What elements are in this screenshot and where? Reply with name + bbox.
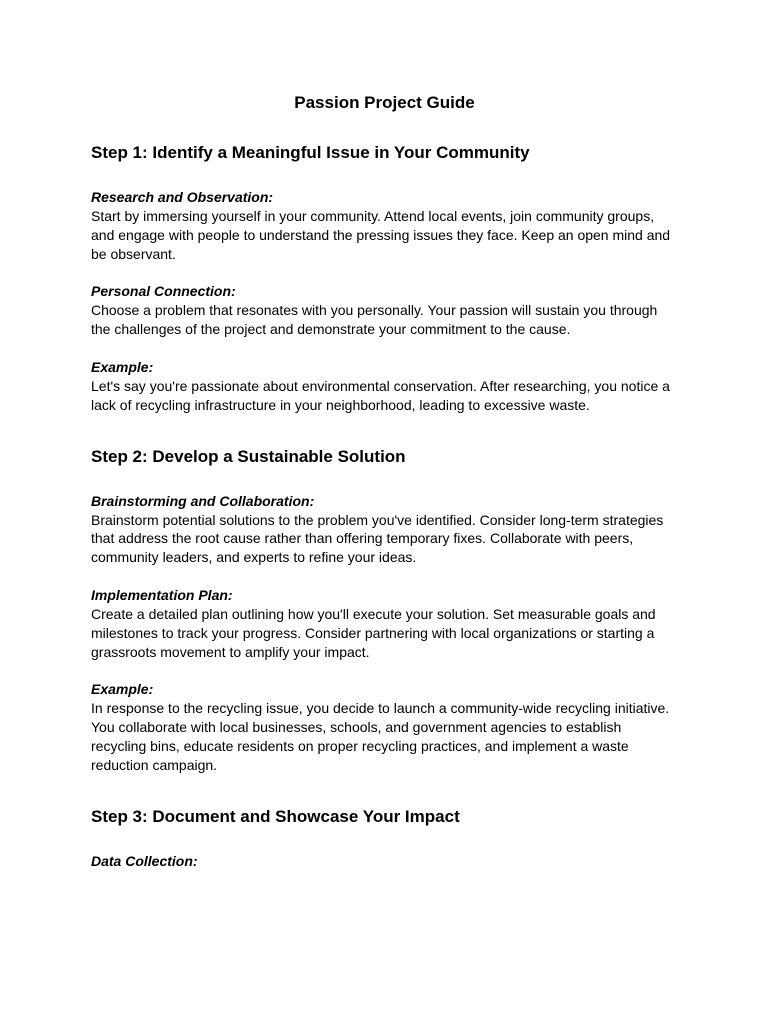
step-heading: Step 3: Document and Showcase Your Impact [91, 806, 460, 826]
section-brainstorming-collaboration [91, 492, 678, 567]
section-body: Choose a problem that resonates with you personally. Your passion will sustain you through the challenges of the project and demonstrate your commitment to the cause. [91, 302, 658, 338]
section-implementation-plan [91, 586, 678, 661]
section-body: Start by immersing yourself in your community. Attend local events, join community groups, and engage with people to understand the pressing issues they face. Keep an open mind and be observant. [91, 208, 671, 262]
section-label: Brainstorming and Collaboration: [91, 492, 315, 509]
section-research-observation [91, 188, 678, 263]
step-heading: Step 2: Develop a Sustainable Solution [91, 446, 406, 466]
section-label: Example: [91, 358, 154, 375]
section-body: Create a detailed plan outlining how you'll execute your solution. Set measurable goals and milestones to track your progress. Consider partnering with local organizations or starting a grassroots movement to amplify your impact. [91, 605, 656, 660]
step-heading: Step 1: Identify a Meaningful Issue in Your Community [91, 143, 530, 162]
section-label: Example: [91, 681, 154, 698]
step-1 [91, 142, 678, 415]
section-example [91, 680, 678, 774]
section-example [91, 358, 678, 415]
section-data-collection [91, 852, 678, 871]
section-label: Implementation Plan: [91, 586, 233, 603]
section-body: In response to the recycling issue, you decide to launch a community-wide recycling initiative. You collaborate with local businesses, schools, and government agencies to establish recycling bins, educate residents on proper recycling practices, and implement a waste reduction campaign. [91, 700, 670, 773]
section-body: Brainstorm potential solutions to the problem you've identified. Consider long-term strategies that address the root cause rather than offering temporary fixes. Collaborate with peers, community leaders, and experts to refine your ideas. [91, 511, 664, 566]
document-title: Passion Project Guide [294, 93, 475, 112]
step-2 [91, 446, 678, 775]
section-body: Let's say you're passionate about environmental conservation. After researching, you notice a lack of recycling infrastructure in your neighborhood, leading to excessive waste. [91, 377, 670, 413]
section-label: Research and Observation: [91, 189, 274, 205]
section-label: Personal Connection: [91, 283, 236, 300]
section-personal-connection [91, 282, 678, 339]
section-label: Data Collection: [91, 852, 198, 869]
step-3 [91, 806, 678, 871]
